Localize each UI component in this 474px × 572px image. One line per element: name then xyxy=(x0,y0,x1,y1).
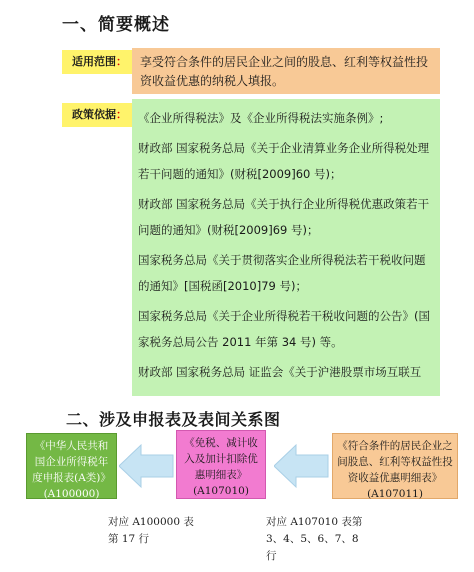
form-box-a107011 xyxy=(332,433,458,499)
policy-basis-item: 财政部 国家税务总局 证监会《关于沪港股票市场互联互 xyxy=(138,365,422,379)
form-box-code: (A107011) xyxy=(367,488,423,500)
basis-tag-arrow-shape xyxy=(124,103,132,127)
policy-basis-item: 国家税务总局《关于企业所得税若干税收问题的公告》(国家税务总局公告 2011 年第 34 号) 等。 xyxy=(138,309,430,349)
policy-basis-item: 财政部 国家税务总局《关于企业清算业务企业所得税处理若干问题的通知》(财税[2009]60 号)； xyxy=(138,141,430,181)
policy-basis-item: 《企业所得税法》及《企业所得税法实施条例》; xyxy=(138,111,384,125)
section-heading-relations: 二、涉及申报表及表间关系图 xyxy=(66,410,281,429)
policy-basis-item: 财政部 国家税务总局《关于执行企业所得税优惠政策若干问题的通知》(财税[2009]69 号)； xyxy=(138,197,430,237)
basis-label: 政策依据 xyxy=(72,108,116,121)
note-a100000-line: 对应 A100000 表第 17 行 xyxy=(108,516,194,545)
left-arrow-icon xyxy=(274,443,330,489)
scope-label-colon: ： xyxy=(116,55,127,68)
form-box-title: 《符合条件的居民企业之间股息、红利等权益性投资收益优惠明细表》 xyxy=(337,440,453,484)
note-a107010-lines: 对应 A107010 表第 3、4、5、6、7、8 行 xyxy=(266,516,363,562)
policy-basis-box xyxy=(132,99,440,396)
scope-text-box: 享受符合条件的居民企业之间的股息、红利等权益性投资收益优惠的纳税人填报。 xyxy=(132,48,440,94)
scope-label: 适用范围 xyxy=(72,55,116,68)
form-box-title: 《免税、减计收入及加计扣除优惠明细表》 xyxy=(184,437,258,481)
policy-basis-item: 国家税务总局《关于贯彻落实企业所得税法若干税收问题的通知》[国税函[2010]79 号)； xyxy=(138,253,426,293)
section-heading-overview: 一、简要概述 xyxy=(62,15,170,35)
scope-tag-arrow-shape xyxy=(124,50,132,74)
left-arrow-icon xyxy=(119,443,175,489)
form-box-code: (A100000) xyxy=(43,488,100,500)
form-box-title: 《中华人民共和国企业所得税年度申报表(A类)》 xyxy=(32,440,111,484)
form-box-a107010 xyxy=(176,430,266,499)
form-box-a100000 xyxy=(26,433,117,499)
form-box-code: (A107010) xyxy=(193,485,249,497)
basis-label-colon: ： xyxy=(116,108,127,121)
